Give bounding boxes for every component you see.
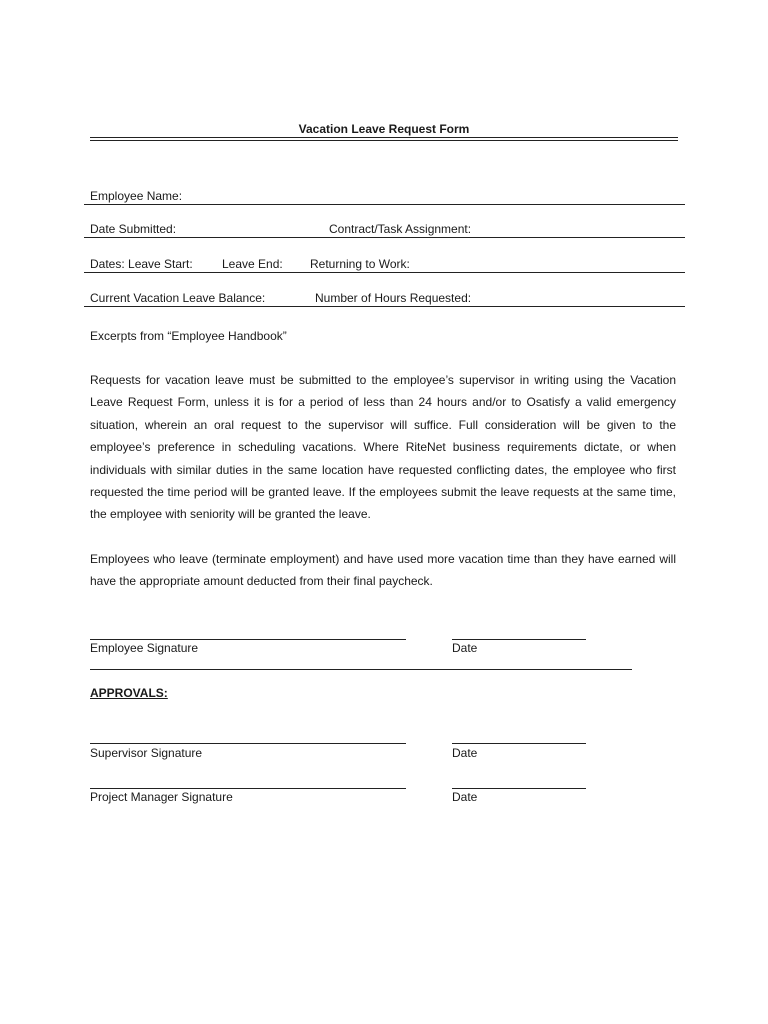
approvals-heading: APPROVALS: <box>90 686 168 700</box>
supervisor-signature-line[interactable] <box>90 743 406 744</box>
handbook-paragraph-2: Employees who leave (terminate employment) and have used more vacation time than they have earned will have the appropriate amount deducted from their final paycheck. <box>90 552 676 589</box>
contract-task-label: Contract/Task Assignment: <box>329 222 472 236</box>
supervisor-date-label: Date <box>452 746 478 760</box>
employee-name-label: Employee Name: <box>90 189 183 203</box>
handbook-paragraph-1: Requests for vacation leave must be submitted to the employee’s supervisor in writing using the Vacation Leave Request Form, unless it is for a period of less than 24 hours and/or to Osatisfy a valid emergency situation, wherein an oral request to the supervisor will suffice. Full consideration will be given to the employee’s preference in scheduling vacations. Where RiteNet business requirements dictate, or when individuals with similar duties in the same location have requested conflicting dates, the employee who first requested the time period will be granted leave. If the employees submit the leave requests at the same time, the employee with seniority will be granted the leave. <box>90 373 676 522</box>
employee-signature-label: Employee Signature <box>90 641 199 655</box>
form-title: Vacation Leave Request Form <box>298 122 470 136</box>
date-submitted-label: Date Submitted: <box>90 222 177 236</box>
pm-signature-label: Project Manager Signature <box>90 790 233 804</box>
supervisor-date-line[interactable] <box>452 743 586 744</box>
title-double-rule <box>90 137 678 141</box>
employee-date-label: Date <box>452 641 478 655</box>
leave-end-label: Leave End: <box>222 257 283 271</box>
leave-start-label: Dates: Leave Start: <box>90 257 193 271</box>
hours-requested-label: Number of Hours Requested: <box>315 291 472 305</box>
returning-to-work-label: Returning to Work: <box>310 257 410 271</box>
section-divider <box>90 669 632 670</box>
supervisor-signature-label: Supervisor Signature <box>90 746 203 760</box>
employee-name-line[interactable] <box>84 204 685 205</box>
pm-date-label: Date <box>452 790 478 804</box>
employee-date-line[interactable] <box>452 639 586 640</box>
date-submitted-line[interactable] <box>84 237 685 238</box>
pm-signature-line[interactable] <box>90 788 406 789</box>
leave-dates-line[interactable] <box>84 272 685 273</box>
pm-date-line[interactable] <box>452 788 586 789</box>
handbook-heading: Excerpts from “Employee Handbook” <box>90 329 287 343</box>
employee-signature-line[interactable] <box>90 639 406 640</box>
current-balance-label: Current Vacation Leave Balance: <box>90 291 266 305</box>
balance-line[interactable] <box>84 306 685 307</box>
